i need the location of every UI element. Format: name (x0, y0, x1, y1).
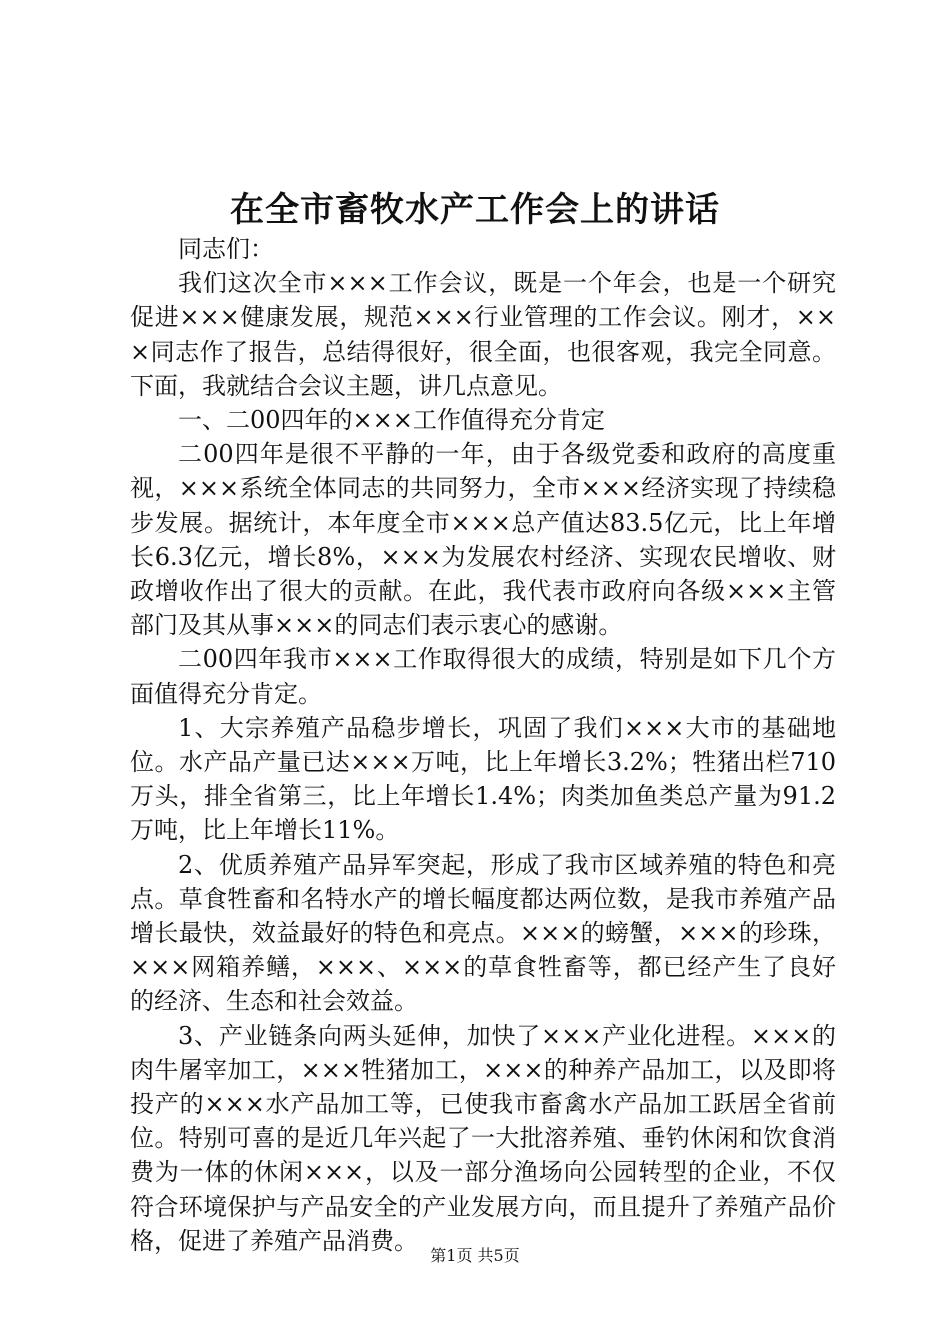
paragraph-intro: 我们这次全市×××工作会议，既是一个年会，也是一个研究促进×××健康发展，规范×××行业管理的工作会议。刚才，×××同志作了报告，总结得很好，很全面，也很客观，我完全同意。下面，我就结合会议主题，讲几点意见。 (130, 269, 836, 400)
page-number-footer: 第1页 共5页 (430, 1246, 520, 1265)
paragraph-point-1: 1、大宗养殖产品稳步增长，巩固了我们×××大市的基础地位。水产品产量已达×××万吨，比上年增长3.2%；牲猪出栏710万头，排全省第三，比上年增长1.4%；肉类加鱼类总产量为91.2万吨，比上年增长11%。 (130, 713, 836, 845)
section-heading-1: 一、二00四年的×××工作值得充分肯定 (178, 406, 605, 435)
paragraph-point-2: 2、优质养殖产品异军突起，形成了我市区域养殖的特色和亮点。草食牲畜和名特水产的增长幅度都达两位数，是我市养殖产品增长最快，效益最好的特色和亮点。×××的螃蟹，×××的珍珠，×××网箱养鳝，×××、×××的草食牲畜等，都已经产生了良好的经济、生态和社会效益。 (130, 850, 836, 1016)
document-body (130, 232, 836, 1258)
paragraph-point-3: 3、产业链条向两头延伸，加快了×××产业化进程。×××的肉牛屠宰加工，×××牲猪加工，×××的种养产品加工，以及即将投产的×××水产品加工等，已使我市畜禽水产品加工跃居全省前位。特别可喜的是近几年兴起了一大批溶养殖、垂钓休闲和饮食消费为一体的休闲×××，以及一部分渔场向公园转型的企业，不仅符合环境保护与产品安全的产业发展方向，而且提升了养殖产品价格，促进了养殖产品消费。 (130, 1021, 836, 1255)
salutation: 同志们： (178, 235, 274, 263)
document-title: 在全市畜牧水产工作会上的讲话 (230, 190, 720, 230)
paragraph-achievements-intro: 二00四年我市×××工作取得很大的成绩，特别是如下几个方面值得充分肯定。 (130, 645, 836, 708)
paragraph-overview: 二00四年是很不平静的一年，由于各级党委和政府的高度重视，×××系统全体同志的共同努力，全市×××经济实现了持续稳步发展。据统计，本年度全市×××总产值达83.5亿元，比上年增长6.3亿元，增长8%，×××为发展农村经济、实现农民增收、财政增收作出了很大的贡献。在此，我代表市政府向各级×××主管部门及其从事×××的同志们表示衷心的感谢。 (130, 440, 836, 640)
